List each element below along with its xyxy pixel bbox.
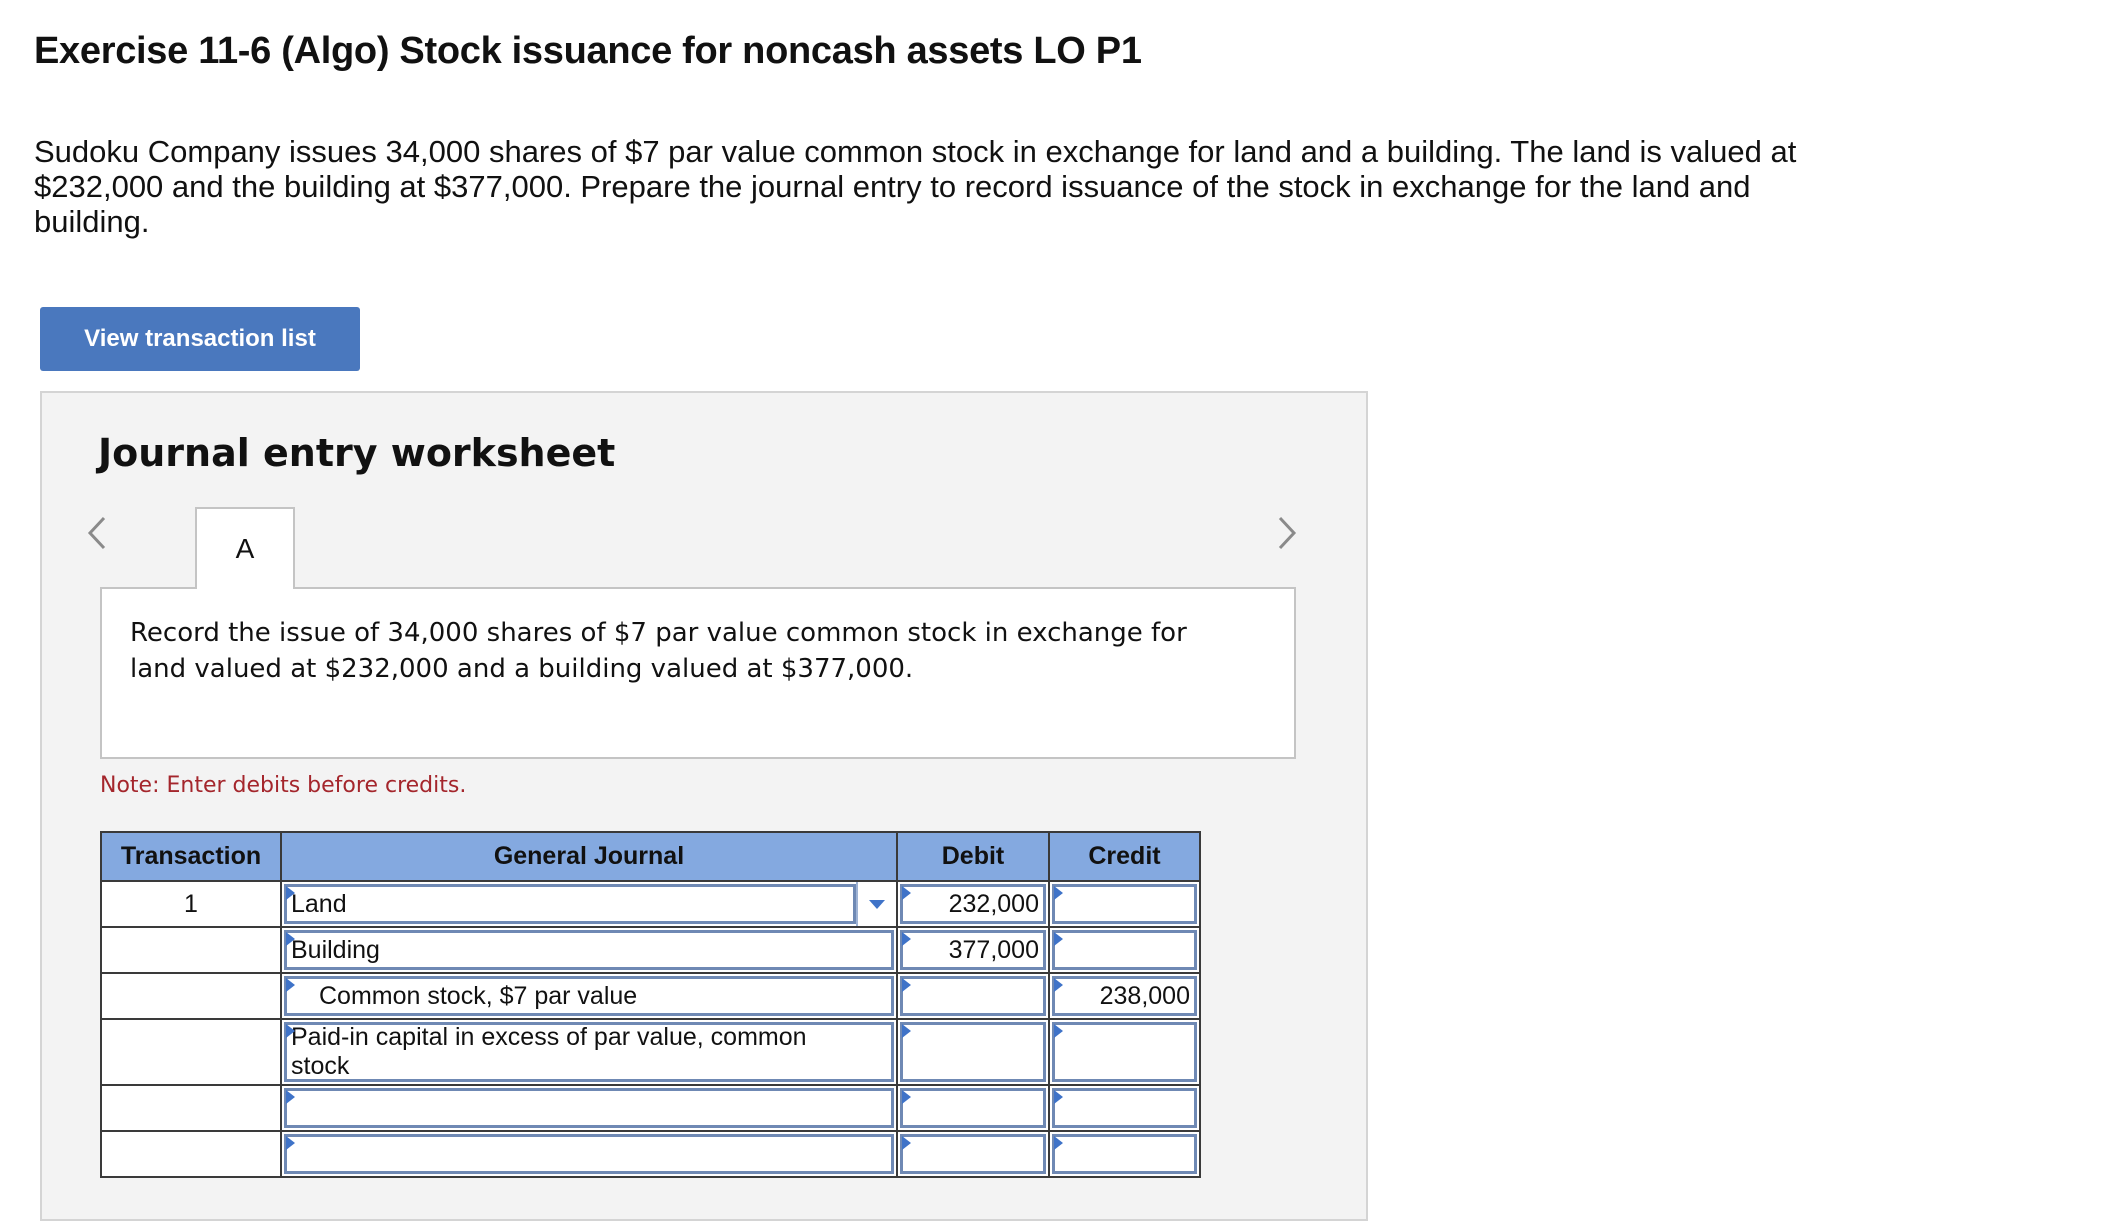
transaction-number bbox=[101, 1131, 281, 1177]
credit-input[interactable] bbox=[1052, 1134, 1197, 1174]
account-select[interactable] bbox=[284, 930, 894, 970]
account-select[interactable] bbox=[284, 1088, 894, 1128]
column-header-general-journal: General Journal bbox=[281, 832, 897, 881]
account-select[interactable] bbox=[284, 976, 894, 1016]
chevron-right-icon bbox=[1276, 515, 1298, 551]
debit-input[interactable] bbox=[900, 976, 1046, 1016]
table-row bbox=[101, 1085, 1200, 1131]
credit-cell bbox=[1049, 881, 1200, 927]
prev-arrow-button[interactable] bbox=[82, 513, 112, 553]
credit-cell bbox=[1049, 927, 1200, 973]
credit-input[interactable] bbox=[1052, 930, 1197, 970]
next-arrow-button[interactable] bbox=[1272, 513, 1302, 553]
debit-input[interactable] bbox=[900, 1134, 1046, 1174]
transaction-number bbox=[101, 1019, 281, 1085]
instruction-box bbox=[100, 587, 1296, 759]
column-header-transaction: Transaction bbox=[101, 832, 281, 881]
account-cell bbox=[281, 973, 897, 1019]
credit-input[interactable] bbox=[1052, 976, 1197, 1016]
credit-input[interactable] bbox=[1052, 1088, 1197, 1128]
chevron-left-icon bbox=[86, 515, 108, 551]
view-transaction-list-button[interactable]: View transaction list bbox=[40, 307, 360, 371]
debit-value: 232,000 bbox=[948, 889, 1039, 918]
transaction-number bbox=[101, 1085, 281, 1131]
note-text: Note: Enter debits before credits. bbox=[100, 773, 467, 798]
account-cell bbox=[281, 1131, 897, 1177]
account-cell bbox=[281, 1085, 897, 1131]
table-row bbox=[101, 927, 1200, 973]
debit-cell bbox=[897, 881, 1049, 927]
table-row bbox=[101, 1019, 1200, 1085]
account-name: Common stock, $7 par value bbox=[319, 981, 638, 1010]
account-select[interactable] bbox=[284, 884, 856, 924]
account-cell bbox=[281, 927, 897, 973]
table-row bbox=[101, 1131, 1200, 1177]
credit-input[interactable] bbox=[1052, 1022, 1197, 1082]
debit-cell bbox=[897, 973, 1049, 1019]
debit-cell bbox=[897, 1019, 1049, 1085]
debit-input[interactable] bbox=[900, 1088, 1046, 1128]
credit-cell bbox=[1049, 1085, 1200, 1131]
debit-value: 377,000 bbox=[948, 935, 1039, 964]
table-row bbox=[101, 973, 1200, 1019]
transaction-number bbox=[101, 973, 281, 1019]
debit-cell bbox=[897, 927, 1049, 973]
credit-cell bbox=[1049, 1019, 1200, 1085]
credit-cell bbox=[1049, 1131, 1200, 1177]
account-name: Building bbox=[291, 935, 380, 964]
worksheet-title: Journal entry worksheet bbox=[98, 431, 616, 475]
journal-table bbox=[100, 831, 1201, 1178]
instruction-text: Record the issue of 34,000 shares of $7 par value common stock in exchange for land valued at $232,000 and a building valued at $377,000. bbox=[130, 618, 1187, 684]
account-select[interactable] bbox=[284, 1022, 894, 1082]
problem-text: Sudoku Company issues 34,000 shares of $7 par value common stock in exchange for land and a building. The land is valued at $232,000 and the building at $377,000. Prepare the journal entry to record issuance of the stock in exchange for the land and building. bbox=[34, 134, 1797, 239]
debit-input[interactable] bbox=[900, 1022, 1046, 1082]
credit-value: 238,000 bbox=[1099, 981, 1190, 1010]
table-row bbox=[101, 881, 1200, 927]
account-cell bbox=[281, 1019, 897, 1085]
transaction-number: 1 bbox=[101, 881, 281, 927]
account-name: Paid-in capital in excess of par value, common stock bbox=[291, 1023, 807, 1080]
column-header-debit: Debit bbox=[897, 832, 1049, 881]
caret-down-icon[interactable] bbox=[856, 882, 896, 926]
debit-input[interactable] bbox=[900, 930, 1046, 970]
credit-input[interactable] bbox=[1052, 884, 1197, 924]
account-name: Land bbox=[291, 889, 347, 918]
debit-cell bbox=[897, 1085, 1049, 1131]
debit-cell bbox=[897, 1131, 1049, 1177]
account-select[interactable] bbox=[284, 1134, 894, 1174]
debit-input[interactable] bbox=[900, 884, 1046, 924]
account-cell bbox=[281, 881, 897, 927]
table-header-row bbox=[101, 832, 1200, 881]
journal-entry-worksheet bbox=[40, 391, 1368, 1221]
column-header-credit: Credit bbox=[1049, 832, 1200, 881]
tab-a[interactable]: A bbox=[195, 507, 295, 589]
transaction-number bbox=[101, 927, 281, 973]
credit-cell bbox=[1049, 973, 1200, 1019]
page-title: Exercise 11-6 (Algo) Stock issuance for noncash assets LO P1 bbox=[34, 30, 1142, 72]
